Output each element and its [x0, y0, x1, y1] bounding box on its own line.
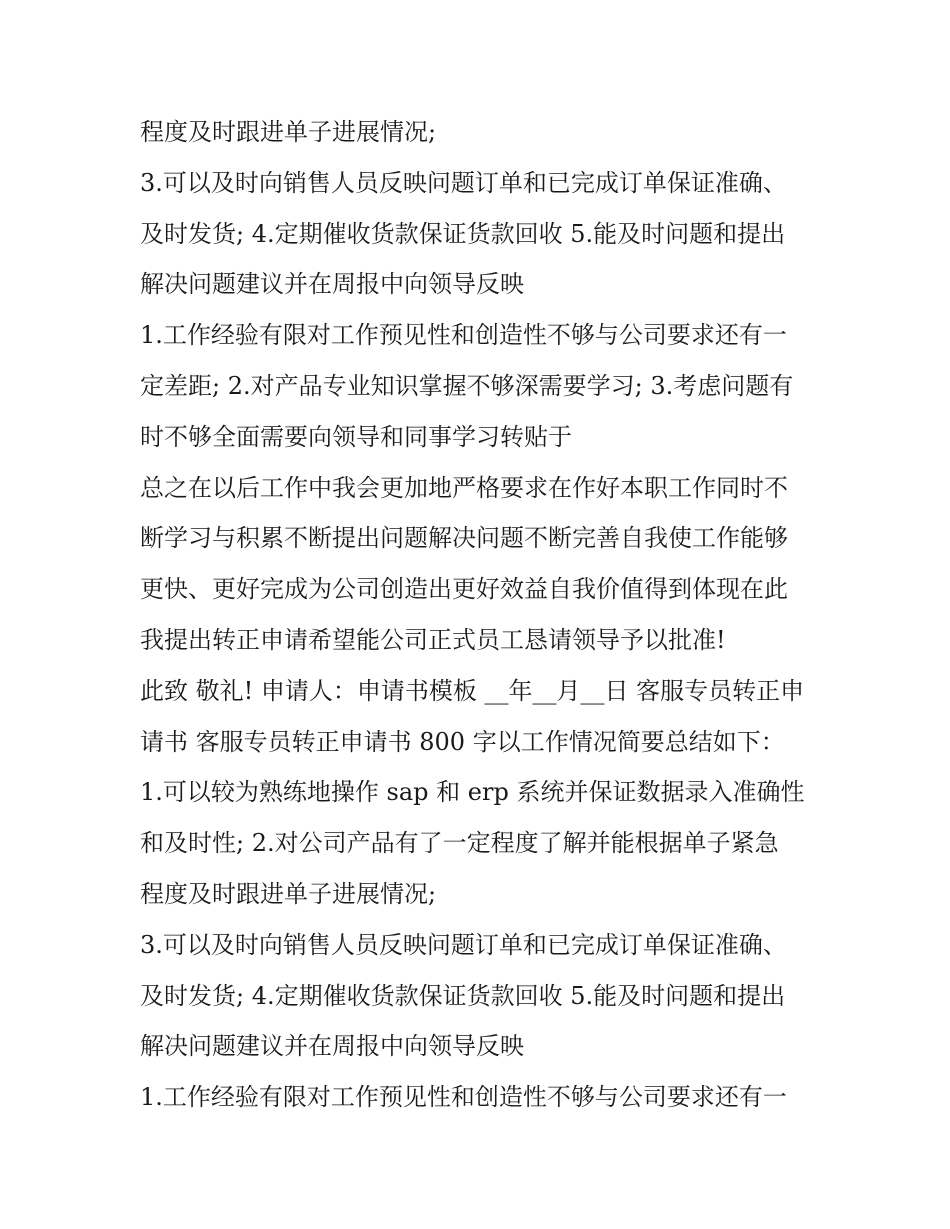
text-line: 程度及时跟进单子进展情况;	[140, 118, 437, 146]
text-line: 更快、更好完成为公司创造出更好效益自我价值得到体现在此	[140, 575, 788, 604]
text-line: 解决问题建议并在周报中向领导反映	[140, 1032, 524, 1061]
text-line: 和及时性; 2.对公司产品有了一定程度了解并能根据单子紧急	[140, 829, 779, 858]
text-line: 3.可以及时向销售人员反映问题订单和已完成订单保证准确、	[140, 168, 787, 197]
text-line: 此致 敬礼! 申请人：申请书模板 __年__月__日 客服专员转正申	[140, 676, 805, 705]
text-line: 断学习与积累不断提出问题解决问题不断完善自我使工作能够	[140, 524, 788, 553]
text-line: 时不够全面需要向领导和同事学习转贴于	[140, 422, 572, 451]
text-line: 及时发货; 4.定期催收货款保证货款回收 5.能及时问题和提出	[140, 981, 786, 1010]
text-line: 1.工作经验有限对工作预见性和创造性不够与公司要求还有一	[140, 321, 787, 350]
text-line: 1.工作经验有限对工作预见性和创造性不够与公司要求还有一	[140, 1083, 787, 1112]
text-line: 总之在以后工作中我会更加地严格要求在作好本职工作同时不	[140, 473, 788, 502]
text-line: 3.可以及时向销售人员反映问题订单和已完成订单保证准确、	[140, 930, 787, 959]
text-line: 我提出转正申请希望能公司正式员工恳请领导予以批准!	[140, 625, 726, 654]
text-line: 定差距; 2.对产品专业知识掌握不够深需要学习; 3.考虑问题有	[140, 371, 794, 400]
text-line: 1.可以较为熟练地操作 sap 和 erp 系统并保证数据录入准确性	[140, 778, 805, 807]
text-line: 程度及时跟进单子进展情况;	[140, 879, 437, 908]
text-line: 及时发货; 4.定期催收货款保证货款回收 5.能及时问题和提出	[140, 219, 786, 248]
text-line: 解决问题建议并在周报中向领导反映	[140, 270, 524, 299]
text-line: 请书 客服专员转正申请书 800 字以工作情况简要总结如下：	[140, 727, 785, 756]
document-body	[140, 107, 830, 1123]
